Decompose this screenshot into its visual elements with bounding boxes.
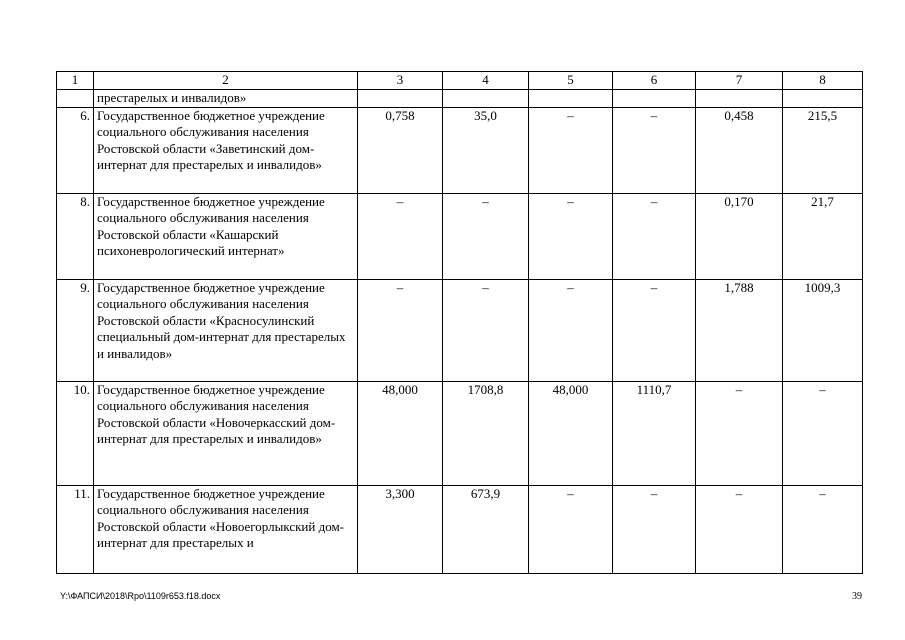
row-number: 8. [57, 193, 94, 279]
row-number: 11. [57, 485, 94, 573]
column-number-header: 3 [358, 72, 443, 90]
table-row [57, 485, 863, 573]
institution-name: Государственное бюджетное учреждение социального обслуживания населения Ростовской области «Новоегорлыкский дом-интернат для престарелых и [94, 485, 358, 573]
column-number-header: 2 [94, 72, 358, 90]
institution-name: Государственное бюджетное учреждение социального обслуживания населения Ростовской области «Кашарский психоневрологический интернат» [94, 193, 358, 279]
cell-value: 1009,3 [783, 279, 863, 381]
table-row [57, 279, 863, 381]
cell-value: – [529, 485, 613, 573]
cell-value: 1,788 [696, 279, 783, 381]
cell-value: 1708,8 [443, 381, 529, 485]
cell-value [696, 89, 783, 107]
cell-value: – [783, 381, 863, 485]
cell-value [529, 89, 613, 107]
row-number: 10. [57, 381, 94, 485]
cell-value: – [783, 485, 863, 573]
cell-value: 215,5 [783, 107, 863, 193]
institution-name: Государственное бюджетное учреждение социального обслуживания населения Ростовской области «Заветинский дом-интернат для престарелых и инвалидов» [94, 107, 358, 193]
column-number-header: 6 [613, 72, 696, 90]
cell-value: 48,000 [358, 381, 443, 485]
cell-value: – [613, 107, 696, 193]
column-number-header: 8 [783, 72, 863, 90]
cell-value: 21,7 [783, 193, 863, 279]
page-number: 39 [852, 591, 862, 602]
table-row [57, 107, 863, 193]
institution-name: Государственное бюджетное учреждение социального обслуживания населения Ростовской области «Красносулинский специальный дом-интернат для престарелых и инвалидов» [94, 279, 358, 381]
cell-value: 3,300 [358, 485, 443, 573]
cell-value: 673,9 [443, 485, 529, 573]
cell-value: – [613, 193, 696, 279]
footer-file-path: Y:\ФАПСИ\2018\Rpo\1109r653.f18.docx [60, 591, 221, 601]
cell-value: – [613, 279, 696, 381]
cell-value: – [696, 485, 783, 573]
cell-value: – [529, 279, 613, 381]
column-number-header: 7 [696, 72, 783, 90]
cell-value: – [443, 279, 529, 381]
cell-value [783, 89, 863, 107]
table-row [57, 381, 863, 485]
cell-value [443, 89, 529, 107]
column-number-header: 5 [529, 72, 613, 90]
row-number: 6. [57, 107, 94, 193]
cell-value: – [529, 107, 613, 193]
cell-value: – [358, 193, 443, 279]
cell-value: 0,758 [358, 107, 443, 193]
table-row [57, 89, 863, 107]
data-table [56, 71, 863, 574]
institution-name: Государственное бюджетное учреждение социального обслуживания населения Ростовской области «Новочеркасский дом-интернат для престарелых и инвалидов» [94, 381, 358, 485]
cell-value: – [443, 193, 529, 279]
cell-value [358, 89, 443, 107]
column-number-header: 4 [443, 72, 529, 90]
row-number: 9. [57, 279, 94, 381]
cell-value [613, 89, 696, 107]
column-number-header: 1 [57, 72, 94, 90]
cell-value: – [358, 279, 443, 381]
cell-value: 35,0 [443, 107, 529, 193]
cell-value: 0,170 [696, 193, 783, 279]
table-row [57, 193, 863, 279]
cell-value: – [529, 193, 613, 279]
table-header-row [57, 72, 863, 90]
cell-value: – [696, 381, 783, 485]
cell-value: – [613, 485, 696, 573]
cell-value: 1110,7 [613, 381, 696, 485]
row-number [57, 89, 94, 107]
institution-name: престарелых и инвалидов» [94, 89, 358, 107]
cell-value: 48,000 [529, 381, 613, 485]
cell-value: 0,458 [696, 107, 783, 193]
